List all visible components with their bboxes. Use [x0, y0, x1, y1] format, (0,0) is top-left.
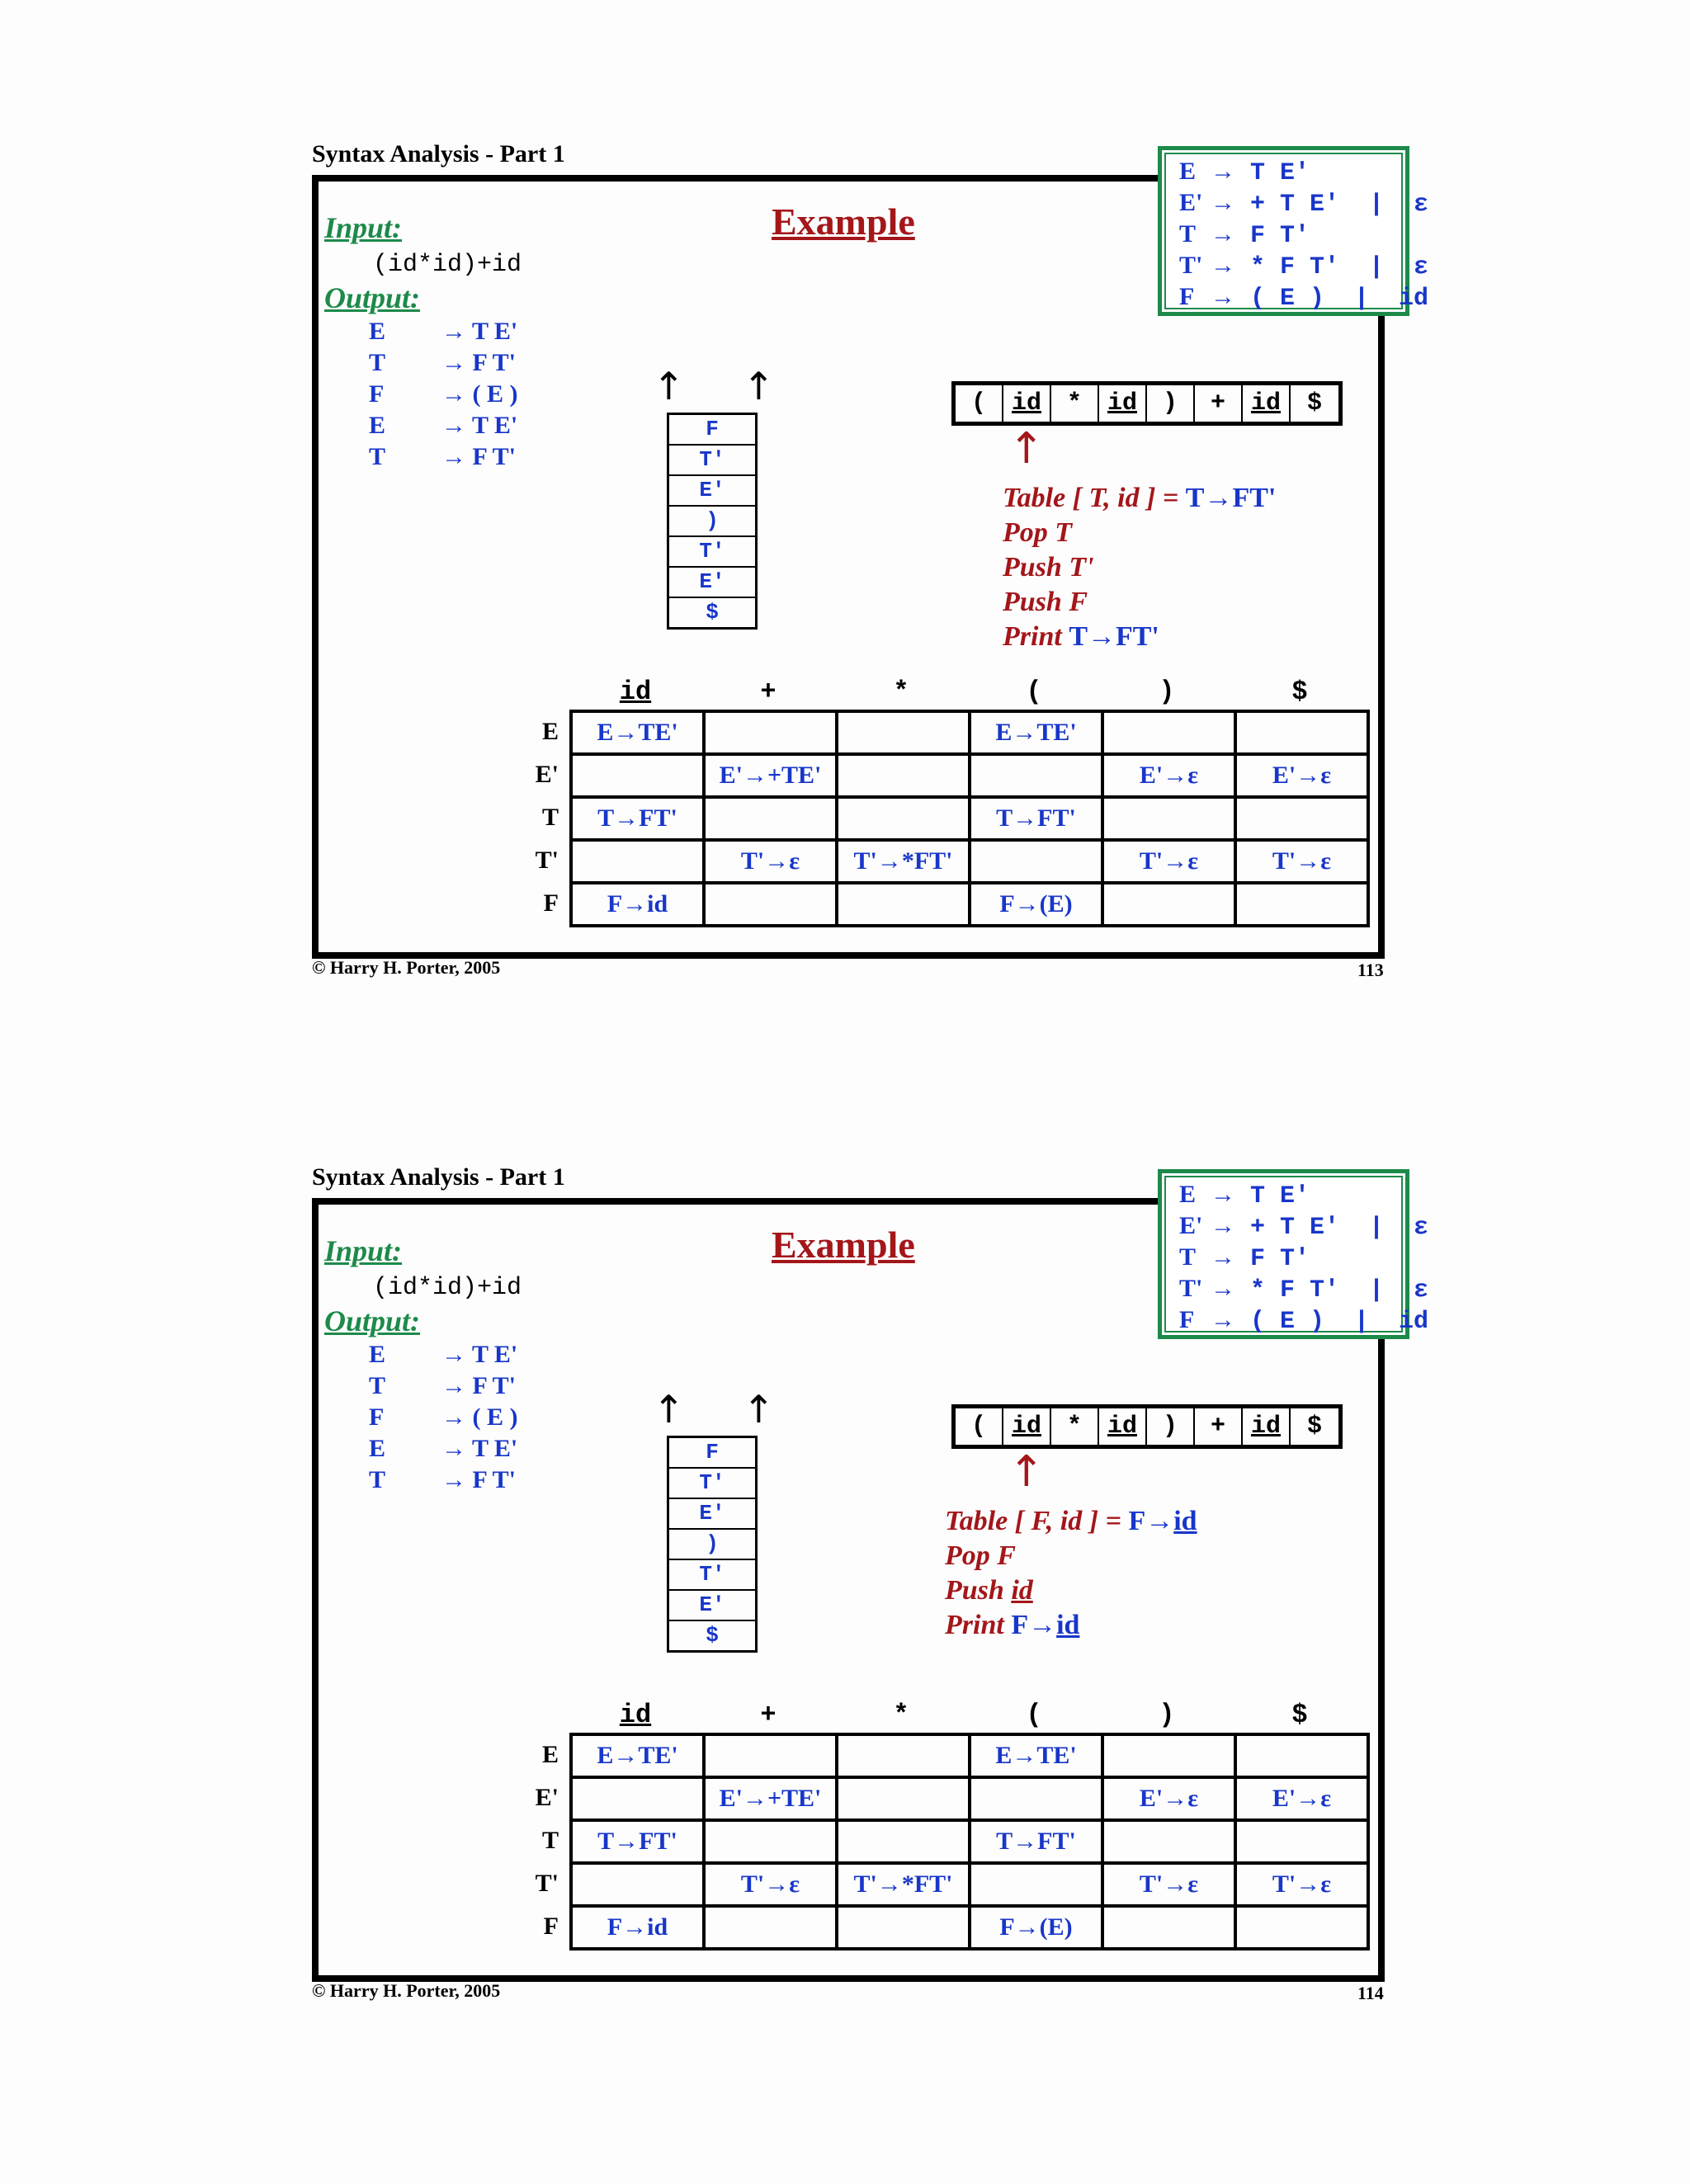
table-cell [837, 1734, 970, 1777]
grammar-inner [1164, 153, 1429, 313]
output-lhs: E [369, 1341, 386, 1368]
grammar-rhs: F T' [1250, 1245, 1310, 1273]
output-label: Output: [324, 1304, 421, 1337]
output-rhs: → F T' [441, 1466, 517, 1493]
stack-arrow-icon: ↑ [743, 364, 775, 408]
page-number: 113 [1357, 960, 1384, 980]
action-line [1003, 517, 1072, 549]
grammar-rule [1179, 1242, 1401, 1273]
table-cell: E→TE' [970, 711, 1102, 754]
input-string: (id*id)+id [373, 1274, 522, 1302]
input-buffer-cell: id [1243, 1408, 1291, 1445]
input-buffer-cell: ( [956, 1408, 1003, 1445]
output-lhs: E [369, 318, 386, 345]
output-lhs: E [369, 1435, 386, 1462]
grammar-rhs: T E' [1250, 159, 1310, 187]
action-line [1003, 587, 1088, 618]
table-cell: E→TE' [571, 711, 704, 754]
table-row [571, 754, 1368, 797]
table-cell: T'→*FT' [837, 840, 970, 883]
stack-cell: F [669, 415, 755, 446]
grammar-rule [1179, 250, 1429, 281]
output-rhs: → T E' [441, 1435, 518, 1462]
grammar-box [1158, 146, 1429, 316]
grammar-lhs: F [1179, 1306, 1195, 1333]
table-cell: T'→ε [1102, 1863, 1235, 1906]
output-rhs: → T E' [441, 1341, 518, 1368]
table-cell [1102, 1906, 1235, 1949]
parse-table [569, 1733, 1370, 1951]
parse-stack [667, 1436, 758, 1653]
output-rhs: → ( E ) [441, 380, 518, 408]
table-cell [571, 1777, 704, 1820]
grammar-rhs: * F T' | ε [1250, 253, 1429, 281]
input-buffer-cell: id [1003, 1408, 1051, 1445]
table-column-header: ) [1159, 677, 1175, 707]
output-production [369, 443, 516, 471]
grammar-lhs: F [1179, 283, 1195, 310]
table-cell: T→FT' [970, 797, 1102, 840]
action-production: T→FT' [1069, 621, 1159, 652]
table-row-header: T' [535, 847, 559, 874]
table-cell [837, 1820, 970, 1863]
slide-header: Syntax Analysis - Part 1 [312, 140, 565, 167]
table-cell [837, 883, 970, 926]
output-lhs: T [369, 443, 386, 470]
table-cell: E'→+TE' [704, 754, 837, 797]
table-cell [704, 1820, 837, 1863]
input-buffer [951, 381, 1343, 426]
table-cell [1235, 1820, 1368, 1863]
input-pointer-icon: ↑ [1008, 424, 1045, 474]
output-rhs: → T E' [441, 412, 518, 439]
stack-cell: ) [669, 507, 755, 537]
table-cell [970, 840, 1102, 883]
table-column-header: + [760, 1700, 777, 1730]
slide [0, 0, 1690, 1023]
table-cell: T'→ε [704, 1863, 837, 1906]
table-cell: E'→+TE' [704, 1777, 837, 1820]
table-cell [704, 797, 837, 840]
input-string: (id*id)+id [373, 251, 522, 279]
action-production-terminal: id [1173, 1506, 1197, 1536]
input-buffer-cell: ) [1147, 1408, 1195, 1445]
table-row-header: E [541, 1741, 559, 1768]
output-rhs: → F T' [441, 1372, 517, 1399]
grammar-rule [1179, 219, 1401, 250]
grammar-rule [1179, 1273, 1429, 1304]
table-row-header: E' [535, 1784, 559, 1811]
action-text: Print [945, 1610, 1012, 1640]
table-row [571, 711, 1368, 754]
action-text: Print [1003, 621, 1069, 652]
action-production-terminal: id [1056, 1610, 1080, 1640]
output-production [369, 1435, 517, 1463]
parse-table [569, 710, 1370, 927]
table-row-header: T [541, 804, 559, 831]
action-line [945, 1610, 1079, 1641]
table-row-header: F [543, 1913, 559, 1940]
table-cell [704, 711, 837, 754]
table-row-header: T [541, 1827, 559, 1854]
grammar-lhs: T' [1179, 1275, 1203, 1302]
footer-copyright: © Harry H. Porter, 2005 [312, 1980, 501, 2001]
grammar-inner [1164, 1176, 1429, 1336]
table-cell [1102, 1734, 1235, 1777]
action-line [945, 1575, 1033, 1606]
grammar-rule [1179, 1179, 1401, 1210]
input-buffer-cell: id [1099, 1408, 1147, 1445]
input-buffer-cell: + [1195, 385, 1243, 422]
stack-arrow-icon: ↑ [743, 1387, 775, 1432]
table-cell [1235, 883, 1368, 926]
output-lhs: T [369, 349, 386, 376]
table-cell: E'→ε [1102, 754, 1235, 797]
grammar-rhs: T E' [1250, 1182, 1310, 1210]
parse-table-body [571, 711, 1368, 926]
input-buffer-cell: $ [1306, 1413, 1322, 1441]
table-column-header: id [619, 677, 652, 707]
input-buffer-cell: ( [956, 385, 1003, 422]
grammar-arrow: → [1211, 158, 1235, 185]
grammar-rhs: F T' [1250, 222, 1310, 250]
action-text: Pop T [1003, 517, 1073, 548]
grammar-lhs: E' [1179, 189, 1203, 216]
stack-cell: $ [706, 600, 719, 625]
slide-title: Example [772, 1224, 915, 1266]
table-cell: T'→*FT' [837, 1863, 970, 1906]
grammar-rhs: ( E ) | id [1250, 1308, 1429, 1336]
table-cell: T→FT' [970, 1820, 1102, 1863]
grammar-rhs: + T E' | ε [1250, 1214, 1429, 1242]
cell-text: F→id [607, 1913, 668, 1941]
output-lhs: E [369, 412, 386, 439]
footer-copyright: © Harry H. Porter, 2005 [312, 957, 501, 978]
table-cell [837, 1777, 970, 1820]
page-number: 114 [1357, 1983, 1384, 2003]
table-column-header: $ [1291, 1700, 1308, 1730]
grammar-rule [1179, 187, 1429, 219]
output-lhs: F [369, 1403, 385, 1431]
input-buffer-cell: $ [1306, 389, 1322, 417]
slide-title: Example [772, 200, 915, 243]
grammar-rhs: ( E ) | id [1250, 285, 1429, 313]
table-row-header: E' [535, 761, 559, 788]
input-buffer-cell: id [1099, 385, 1147, 422]
grammar-arrow: → [1211, 1181, 1235, 1208]
table-cell [571, 883, 704, 926]
grammar-box [1158, 1169, 1429, 1339]
action-line [945, 1506, 1197, 1537]
output-production [369, 380, 518, 408]
action-text: Push F [1003, 587, 1088, 617]
grammar-arrow: → [1211, 1306, 1235, 1333]
action-underlined: id [1011, 1575, 1033, 1606]
table-cell: T'→ε [1102, 840, 1235, 883]
input-label: Input: [324, 1234, 403, 1267]
stack-cell: E' [669, 476, 755, 507]
table-cell [1102, 883, 1235, 926]
table-cell: E'→ε [1102, 1777, 1235, 1820]
grammar-lhs: E [1179, 158, 1197, 185]
action-text: Pop F [945, 1540, 1016, 1571]
table-cell [571, 1863, 704, 1906]
output-label: Output: [324, 281, 421, 314]
table-cell [837, 1906, 970, 1949]
table-row-header: E [541, 718, 559, 745]
table-cell: T'→ε [1235, 1863, 1368, 1906]
output-production [369, 1341, 517, 1369]
table-cell [1235, 1906, 1368, 1949]
action-text: Push [945, 1575, 1012, 1606]
table-column-header: id [619, 1700, 652, 1730]
table-cell: E→TE' [571, 1734, 704, 1777]
grammar-arrow: → [1211, 1275, 1235, 1302]
stack-cell: E' [669, 1499, 755, 1530]
table-cell: T'→ε [1235, 840, 1368, 883]
table-row [571, 1863, 1368, 1906]
slide-header: Syntax Analysis - Part 1 [312, 1163, 565, 1191]
action-production: T→FT' [1185, 483, 1277, 513]
action-text: Table [ F, id ] = [945, 1506, 1129, 1536]
grammar-arrow: → [1211, 220, 1235, 248]
table-cell [970, 1777, 1102, 1820]
input-buffer-cell: id [1243, 385, 1291, 422]
output-production [369, 1372, 516, 1400]
grammar-arrow: → [1211, 1212, 1235, 1239]
output-production [369, 349, 516, 377]
action-line [1003, 621, 1159, 653]
output-rhs: → F T' [441, 443, 517, 470]
input-buffer-cell: * [1051, 385, 1099, 422]
output-production [369, 412, 517, 440]
grammar-rule [1179, 281, 1429, 313]
stack-cell: T' [669, 446, 755, 476]
grammar-lhs: E [1179, 1181, 1197, 1208]
table-cell: T'→ε [704, 840, 837, 883]
table-cell [704, 1734, 837, 1777]
grammar-lhs: T [1179, 1243, 1197, 1271]
stack-arrow-icon: ↑ [653, 364, 685, 408]
table-cell [837, 797, 970, 840]
table-column-header: ) [1159, 1700, 1175, 1730]
output-rhs: → ( E ) [441, 1403, 518, 1431]
table-row-header: F [543, 889, 559, 917]
table-cell [837, 711, 970, 754]
grammar-arrow: → [1211, 283, 1235, 310]
input-buffer-cell: ) [1147, 385, 1195, 422]
parse-table-body [571, 1734, 1368, 1949]
stack-cell: ) [669, 1530, 755, 1560]
table-cell [1102, 1820, 1235, 1863]
stack-cell: F [669, 1438, 755, 1469]
cell-text: F→id [607, 890, 668, 917]
table-cell: T→FT' [571, 1820, 704, 1863]
table-cell [970, 754, 1102, 797]
action-production: F→ [1128, 1506, 1174, 1536]
table-cell: F→(E) [970, 1906, 1102, 1949]
table-column-header: ( [1026, 1700, 1042, 1730]
parse-stack [667, 413, 758, 630]
table-row [571, 840, 1368, 883]
table-cell: F→(E) [970, 883, 1102, 926]
table-cell [704, 1906, 837, 1949]
input-pointer-icon: ↑ [1008, 1447, 1045, 1497]
grammar-lhs: T [1179, 220, 1197, 248]
output-production [369, 1466, 516, 1494]
input-label: Input: [324, 211, 403, 244]
table-column-header: $ [1291, 677, 1308, 707]
table-cell [1102, 797, 1235, 840]
grammar-lhs: T' [1179, 252, 1203, 279]
grammar-arrow: → [1211, 1243, 1235, 1271]
table-row [571, 1734, 1368, 1777]
grammar-rhs: * F T' | ε [1250, 1276, 1429, 1304]
action-text: Push T' [1003, 552, 1094, 583]
table-row [571, 883, 1368, 926]
table-cell [970, 1863, 1102, 1906]
table-row [571, 1820, 1368, 1863]
stack-cell: T' [669, 1469, 755, 1499]
input-buffer-cell: + [1195, 1408, 1243, 1445]
input-buffer [951, 1404, 1343, 1449]
output-rhs: → T E' [441, 318, 518, 345]
grammar-rule [1179, 1210, 1429, 1242]
input-buffer-cell: id [1003, 385, 1051, 422]
table-column-header: * [893, 1700, 909, 1730]
table-cell: E→TE' [970, 1734, 1102, 1777]
output-lhs: T [369, 1372, 386, 1399]
table-cell [837, 754, 970, 797]
output-lhs: F [369, 380, 385, 408]
grammar-rhs: + T E' | ε [1250, 191, 1429, 219]
action-line [1003, 483, 1276, 514]
table-cell [571, 754, 704, 797]
grammar-rule [1179, 156, 1401, 187]
stack-cell: E' [669, 1591, 755, 1621]
table-row [571, 1906, 1368, 1949]
action-text: Table [ T, id ] = [1003, 483, 1186, 513]
grammar-rule [1179, 1304, 1429, 1336]
output-rhs: → F T' [441, 349, 517, 376]
table-cell [704, 883, 837, 926]
table-column-header: ( [1026, 677, 1042, 707]
input-buffer-cell: * [1051, 1408, 1099, 1445]
stack-cell: E' [669, 568, 755, 598]
output-production [369, 318, 517, 346]
table-cell: E'→ε [1235, 754, 1368, 797]
table-column-header: + [760, 677, 777, 707]
stack-cell: $ [706, 1623, 719, 1648]
table-row-header: T' [535, 1870, 559, 1897]
table-cell [1235, 797, 1368, 840]
table-row [571, 1777, 1368, 1820]
slide [0, 1023, 1690, 2046]
table-cell: T→FT' [571, 797, 704, 840]
grammar-arrow: → [1211, 252, 1235, 279]
table-cell [1102, 711, 1235, 754]
table-column-header: * [893, 677, 909, 707]
stack-arrow-icon: ↑ [653, 1387, 685, 1432]
stack-cell: T' [669, 537, 755, 568]
table-row [571, 797, 1368, 840]
output-production [369, 1403, 518, 1432]
table-cell [571, 840, 704, 883]
table-cell: E'→ε [1235, 1777, 1368, 1820]
action-production: F→ [1011, 1610, 1057, 1640]
grammar-lhs: E' [1179, 1212, 1203, 1239]
action-line [1003, 552, 1094, 583]
table-cell [1235, 711, 1368, 754]
grammar-arrow: → [1211, 189, 1235, 216]
output-lhs: T [369, 1466, 386, 1493]
table-cell [571, 1906, 704, 1949]
stack-cell: T' [669, 1560, 755, 1591]
table-cell [1235, 1734, 1368, 1777]
action-line [945, 1540, 1016, 1572]
